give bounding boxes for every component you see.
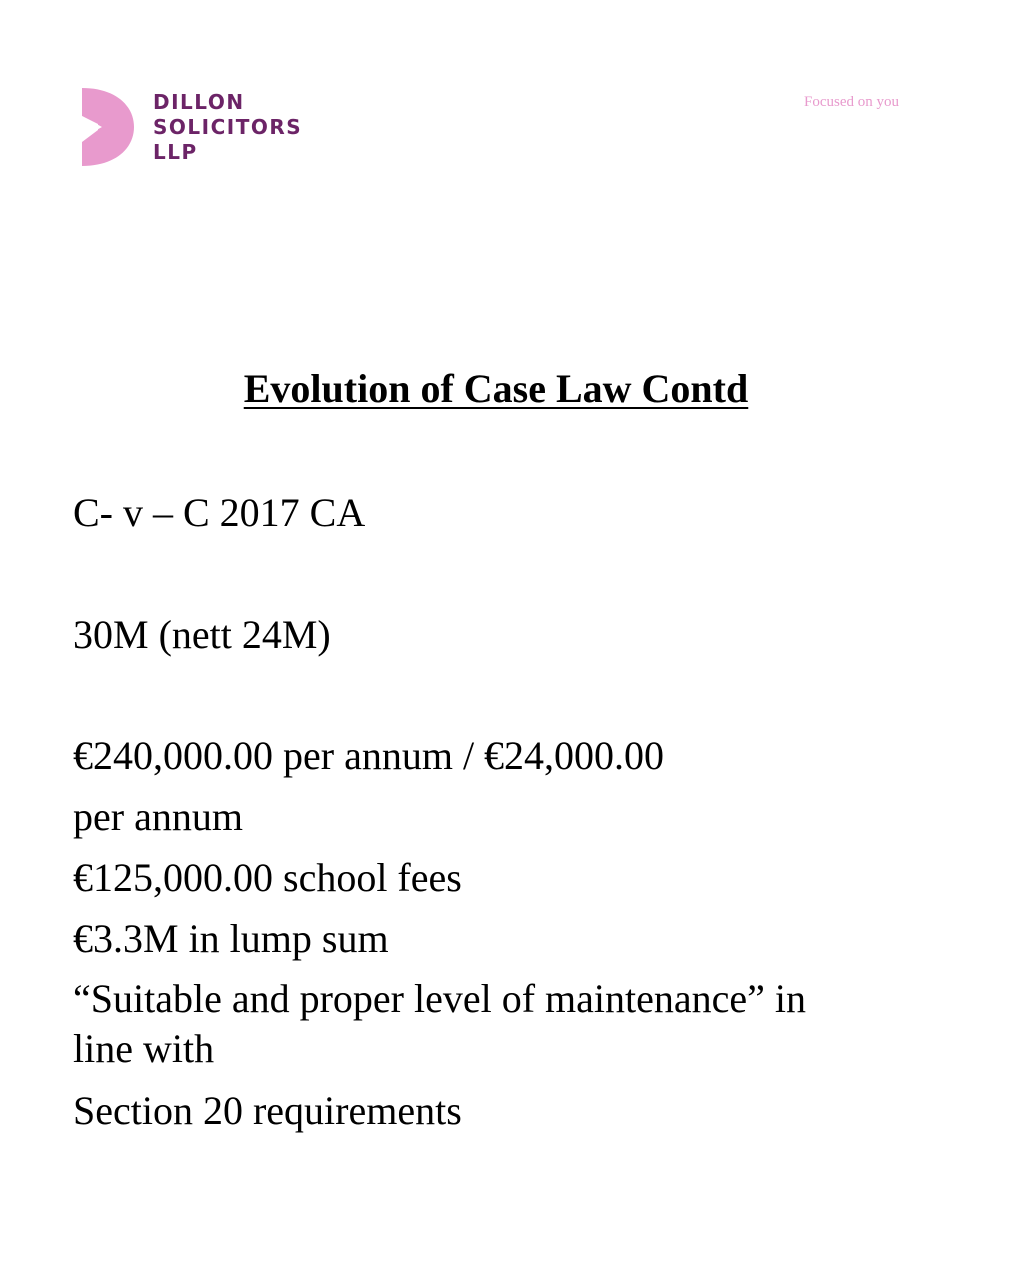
- page-header: [0, 0, 1024, 200]
- section-line: Section 20 requirements: [73, 1088, 462, 1133]
- lump-sum-line: €3.3M in lump sum: [73, 916, 389, 961]
- logo-line-3: LLP: [153, 140, 198, 164]
- maintenance-line-1: €240,000.00 per annum / €24,000.00: [73, 733, 665, 778]
- dillon-logo-icon: [80, 86, 136, 168]
- school-fees-line: €125,000.00 school fees: [73, 855, 462, 900]
- asset-amount: 30M (nett 24M): [73, 612, 331, 657]
- logo-line-2: SOLICITORS: [153, 115, 303, 139]
- logo-line-1: DILLON: [153, 90, 245, 114]
- page-title: Evolution of Case Law Contd: [243, 366, 749, 411]
- quote-line: “Suitable and proper level of maintenance” in line with: [73, 976, 807, 1071]
- logo-wordmark: [153, 90, 302, 165]
- company-logo: [80, 86, 340, 168]
- maintenance-line-2: per annum: [73, 794, 243, 839]
- tagline: Focused on you: [804, 94, 899, 110]
- case-citation: C- v – C 2017 CA: [73, 490, 366, 535]
